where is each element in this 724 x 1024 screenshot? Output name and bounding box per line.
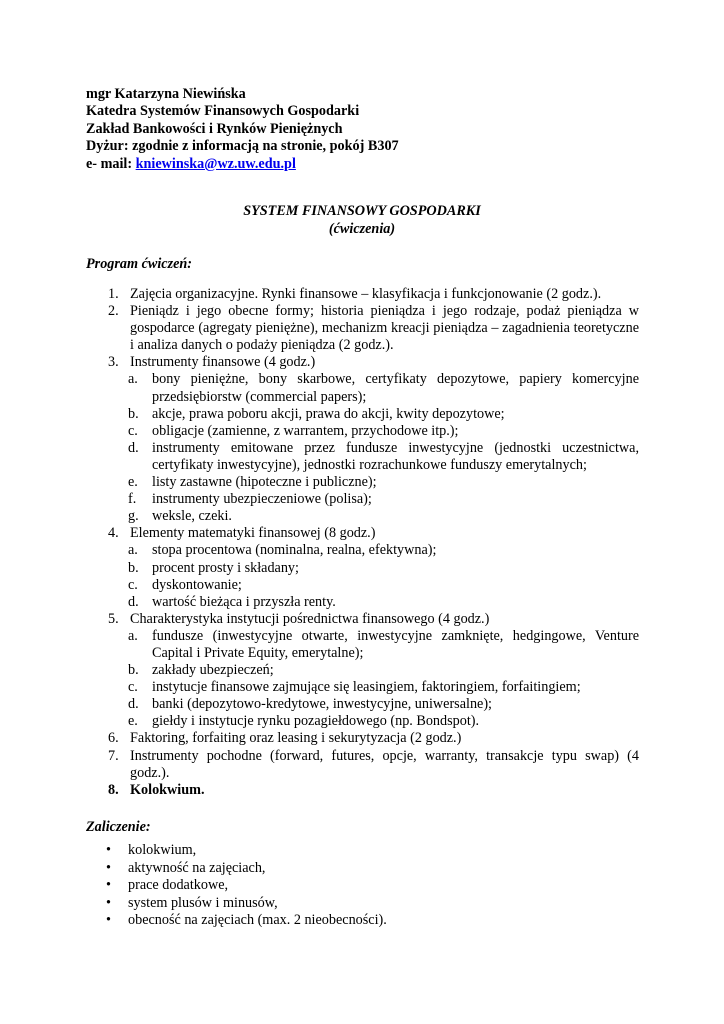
item-text: Charakterystyka instytucji pośrednictwa finansowego (4 godz.) [130,610,490,627]
course-subtitle: (ćwiczenia) [328,220,396,237]
sub-item [86,542,639,559]
lecturer-name: mgr Katarzyna Niewińska [86,86,246,102]
item-text: Pieniądz i jego obecne formy; historia pieniądza i jego rodzaje, podaż pieniądza w gospodarce (agregaty pieniężne), mechanizm kreacji pieniądza – zagadnienia teoretyczne i analiza danych o podaży pieniądza (2 godz.). [130,303,639,354]
list-item [86,895,387,913]
sub-item [86,406,639,423]
sub-text: dyskontowanie; [152,576,242,593]
sub-item [86,662,639,679]
list-item [86,525,639,542]
bullet-icon: • [106,894,111,911]
course-title-block [0,203,724,238]
bullet-text: prace dodatkowe, [128,877,229,894]
sub-letter: b. [128,405,139,422]
sub-text: akcje, prawa poboru akcji, prawa do akcji, kwity depozytowe; [152,405,505,422]
sub-letter: d. [128,593,139,610]
item-number: 3. [108,354,119,371]
sub-item [86,423,639,440]
header-block [86,86,399,173]
sub-item [86,491,639,508]
sub-text: instytucje finansowe zajmujące się leasingiem, faktoringiem, forfaitingiem; [152,679,581,696]
item-text: Kolokwium. [130,781,205,798]
sub-text: banki (depozytowo-kredytowe, inwestycyjne, uniwersalne); [152,696,493,713]
course-title: SYSTEM FINANSOWY GOSPODARKI [243,203,481,219]
sub-letter: d. [128,439,139,456]
duty-hours: Dyżur: zgodnie z informacją na stronie, pokój B307 [86,138,399,155]
list-item [86,877,387,895]
email-label: e- mail: [86,155,136,172]
list-item [86,303,639,354]
sub-letter: g. [128,508,139,525]
sub-item [86,713,639,730]
list-item [86,912,387,930]
bullet-icon: • [106,912,111,929]
sub-text: obligacje (zamienne, z warrantem, przychodowe itp.); [152,422,459,439]
list-item [86,748,639,782]
sub-item [86,594,639,611]
sub-text: giełdy i instytucje rynku pozagiełdowego (np. Bondspot). [152,713,480,730]
sub-letter: f. [128,491,137,508]
sub-item [86,696,639,713]
sub-letter: c. [128,576,138,593]
item-text: Instrumenty finansowe (4 godz.) [130,354,316,371]
list-item [86,286,639,303]
sub-text: weksle, czeki. [152,508,232,525]
sub-text: bony pieniężne, bony skarbowe, certyfikaty depozytowe, papiery komercyjne przedsiębiorstw (commercial papers); [152,371,639,405]
item-number: 1. [108,286,119,302]
grading-heading: Zaliczenie: [86,819,151,835]
sub-letter: a. [128,542,138,559]
bullet-text: obecność na zajęciach (max. 2 nieobecności). [128,912,387,929]
item-number: 8. [108,781,119,798]
sub-item [86,679,639,696]
sub-letter: d. [128,696,139,713]
grading-list [86,842,387,930]
sub-item [86,508,639,525]
unit: Zakład Bankowości i Rynków Pieniężnych [86,120,343,137]
bullet-icon: • [106,877,111,894]
sub-letter: e. [128,713,138,730]
sub-text: fundusze (inwestycyjne otwarte, inwestycyjne zamknięte, hedgingowe, Venture Capital i Private Equity, emerytalne); [152,627,639,661]
sub-letter: b. [128,662,139,679]
item-number: 4. [108,525,119,542]
item-text: Instrumenty pochodne (forward, futures, opcje, warranty, transakcje typu swap) (4 godz.). [130,747,639,781]
bullet-icon: • [106,859,111,876]
sub-item [86,474,639,491]
program-list [86,286,639,799]
item-text: Faktoring, forfaiting oraz leasing i sekurytyzacja (2 godz.) [130,730,462,747]
sub-letter: c. [128,679,138,696]
item-number: 6. [108,730,119,747]
list-item [86,842,387,860]
sub-text: stopa procentowa (nominalna, realna, efektywna); [152,542,437,559]
list-item [86,611,639,628]
sub-item [86,577,639,594]
sub-letter: a. [128,371,138,388]
item-text: Zajęcia organizacyjne. Rynki finansowe – klasyfikacja i funkcjonowanie (2 godz.). [130,286,602,302]
sub-letter: b. [128,559,139,576]
item-text: Elementy matematyki finansowej (8 godz.) [130,525,376,542]
list-item [86,730,639,747]
email-link[interactable]: kniewinska@wz.uw.edu.pl [135,155,296,172]
bullet-text: aktywność na zajęciach, [128,859,266,876]
sub-letter: a. [128,627,138,644]
program-heading: Program ćwiczeń: [86,256,193,272]
sub-item [86,371,639,405]
sub-text: procent prosty i składany; [152,559,299,576]
sub-letter: e. [128,474,138,491]
sub-text: listy zastawne (hipoteczne i publiczne); [152,474,377,491]
sub-text: instrumenty emitowane przez fundusze inwestycyjne (jednostki uczestnictwa, certyfikaty inwestycyjne), jednostki rozrachunkowe funduszy emerytalnych; [152,439,639,473]
sub-item [86,628,639,662]
item-number: 7. [108,747,119,764]
sub-item [86,560,639,577]
bullet-text: system plusów i minusów, [128,894,278,911]
list-item-exam [86,782,639,799]
bullet-icon: • [106,842,111,858]
item-number: 5. [108,610,119,627]
sub-letter: c. [128,422,138,439]
sub-item [86,440,639,474]
list-item [86,860,387,878]
email-line [86,156,399,173]
bullet-text: kolokwium, [128,842,197,858]
department: Katedra Systemów Finansowych Gospodarki [86,103,360,120]
sub-text: instrumenty ubezpieczeniowe (polisa); [152,491,372,508]
list-item [86,354,639,371]
sub-text: zakłady ubezpieczeń; [152,662,274,679]
item-number: 2. [108,303,119,320]
sub-text: wartość bieżąca i przyszła renty. [152,593,336,610]
